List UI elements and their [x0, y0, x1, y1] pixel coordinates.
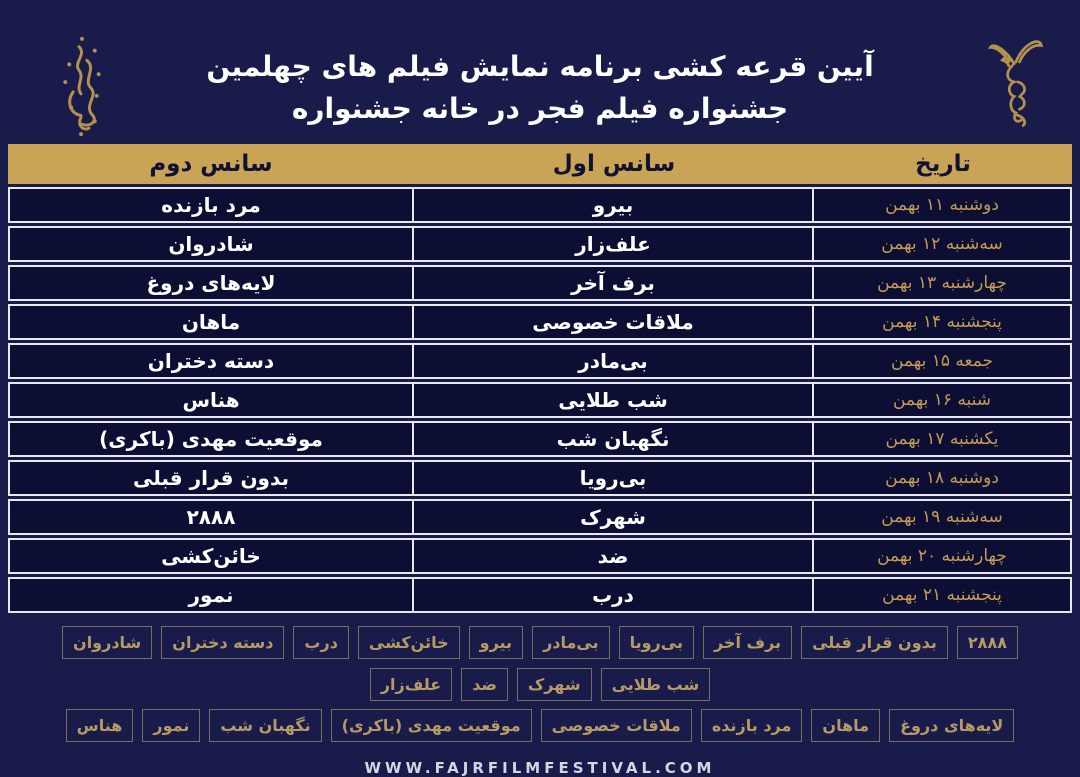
film-tag: بدون قرار قبلی	[801, 626, 948, 659]
session2-film-cell: هناس	[182, 387, 240, 412]
table-row	[8, 226, 1072, 262]
simorgh-bird-logo-icon	[982, 31, 1048, 135]
fajr-40-calligraphy-logo-icon	[48, 31, 114, 143]
film-tag: خائن‌کشی	[358, 626, 460, 659]
film-tag: هناس	[66, 709, 134, 742]
session2-film-cell: ماهان	[181, 309, 241, 334]
film-tag: موقعیت مهدی (باکری)	[331, 709, 532, 742]
session1-film-cell: نگهبان شب	[412, 423, 812, 455]
table-row	[8, 460, 1072, 496]
date-cell: سه‌شنبه ۱۹ بهمن	[812, 501, 1070, 533]
date-cell: پنجشنبه ۲۱ بهمن	[812, 579, 1070, 611]
header-session1: سانس اول	[552, 150, 676, 177]
film-tag: بیرو	[469, 626, 523, 659]
session2-film-cell: نمور	[188, 582, 234, 607]
film-tag: نمور	[142, 709, 200, 742]
film-tag: شادروان	[62, 626, 152, 659]
session1-film-cell: علف‌زار	[412, 228, 812, 260]
film-tag: ملاقات خصوصی	[541, 709, 692, 742]
poster-title-line2: جشنواره فیلم فجر در خانه جشنواره	[291, 91, 789, 125]
date-cell: چهارشنبه ۱۳ بهمن	[812, 267, 1070, 299]
header-session2: سانس دوم	[149, 150, 273, 177]
table-row	[8, 538, 1072, 574]
poster-title-line1: آیین قرعه کشی برنامه نمایش فیلم های چهلمین	[206, 49, 874, 83]
tags-row-1	[0, 626, 1080, 701]
date-cell: پنجشنبه ۱۴ بهمن	[812, 306, 1070, 338]
session1-film-cell: شهرک	[412, 501, 812, 533]
date-cell: شنبه ۱۶ بهمن	[812, 384, 1070, 416]
session2-film-cell: بدون قرار قبلی	[132, 465, 290, 490]
table-row	[8, 421, 1072, 457]
table-row	[8, 265, 1072, 301]
table-row	[8, 187, 1072, 223]
session2-film-cell: لایه‌های دروغ	[146, 270, 276, 295]
session1-film-cell: درب	[412, 579, 812, 611]
film-tag: علف‌زار	[370, 668, 452, 701]
poster-title	[0, 19, 1080, 130]
film-tag: شب طلایی	[601, 668, 711, 701]
session1-film-cell: برف آخر	[412, 267, 812, 299]
session2-film-cell: مرد بازنده	[161, 192, 261, 217]
table-header-row	[8, 144, 1072, 184]
film-tag: نگهبان شب	[209, 709, 321, 742]
poster-header	[0, 19, 1080, 144]
film-tag: شهرک	[517, 668, 592, 701]
session1-film-cell: شب طلایی	[412, 384, 812, 416]
session1-film-cell: بیرو	[412, 189, 812, 221]
film-tag: مرد بازنده	[701, 709, 803, 742]
film-tag: برف آخر	[703, 626, 792, 659]
session2-film-cell: ۲۸۸۸	[186, 504, 236, 529]
schedule-table	[8, 144, 1072, 613]
session1-film-cell: بی‌مادر	[412, 345, 812, 377]
date-cell: دوشنبه ۱۱ بهمن	[812, 189, 1070, 221]
date-cell: سه‌شنبه ۱۲ بهمن	[812, 228, 1070, 260]
festival-schedule-poster	[0, 19, 1080, 777]
film-tag: بی‌مادر	[532, 626, 610, 659]
table-body	[8, 187, 1072, 613]
date-cell: چهارشنبه ۲۰ بهمن	[812, 540, 1070, 572]
session2-film-cell: شادروان	[168, 231, 254, 256]
date-cell: دوشنبه ۱۸ بهمن	[812, 462, 1070, 494]
table-row	[8, 343, 1072, 379]
table-row	[8, 499, 1072, 535]
session2-film-cell: موقعیت مهدی (باکری)	[99, 426, 323, 451]
header-date: تاریخ	[915, 150, 971, 177]
footer-url: WWW.FAJRFILMFESTIVAL.COM	[364, 758, 716, 777]
film-tag: بی‌رویا	[619, 626, 694, 659]
film-tag: ضد	[461, 668, 508, 701]
table-row	[8, 382, 1072, 418]
film-tag: دسته دختران	[161, 626, 284, 659]
date-cell: جمعه ۱۵ بهمن	[812, 345, 1070, 377]
table-row	[8, 304, 1072, 340]
film-tag: ماهان	[811, 709, 880, 742]
table-row	[8, 577, 1072, 613]
session2-film-cell: دسته دختران	[147, 348, 275, 373]
film-tag: لایه‌های دروغ	[889, 709, 1014, 742]
film-tag: ۲۸۸۸	[957, 626, 1018, 659]
film-tag: درب	[293, 626, 349, 659]
tags-row-2	[0, 709, 1080, 742]
session1-film-cell: بی‌رویا	[412, 462, 812, 494]
date-cell: یکشنبه ۱۷ بهمن	[812, 423, 1070, 455]
session2-film-cell: خائن‌کشی	[161, 543, 261, 568]
session1-film-cell: ضد	[412, 540, 812, 572]
session1-film-cell: ملاقات خصوصی	[412, 306, 812, 338]
